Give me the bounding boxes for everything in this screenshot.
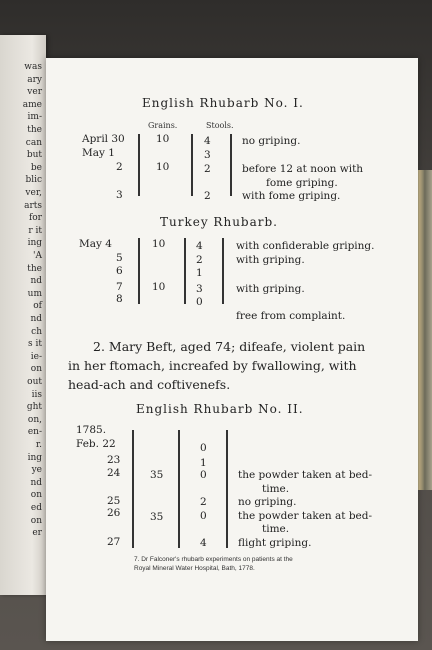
t1-date: 3 bbox=[116, 189, 123, 201]
t3-note: no griping. bbox=[238, 496, 297, 508]
left-margin-fragment: but bbox=[26, 150, 42, 161]
left-margin-fragment: on bbox=[30, 515, 42, 526]
t3-grains: 35 bbox=[150, 469, 164, 481]
left-margin-fragment: ch bbox=[31, 326, 42, 337]
t2-stools: 4 bbox=[196, 240, 203, 252]
t3-stools: 0 bbox=[200, 510, 207, 522]
left-margin-fragment: be bbox=[30, 162, 42, 173]
t2-note: with confiderable griping. bbox=[236, 240, 375, 252]
t3-grains: 35 bbox=[150, 511, 164, 523]
t3-date: Feb. 22 bbox=[76, 438, 116, 450]
left-margin-fragment: on bbox=[30, 490, 42, 501]
table3-divider-2 bbox=[178, 430, 180, 548]
t1-stools: 2 bbox=[204, 163, 211, 175]
t2-note: with griping. bbox=[236, 254, 305, 266]
t3-date: 25 bbox=[107, 495, 121, 507]
t3-stools: 0 bbox=[200, 469, 207, 481]
left-margin-fragment: r it bbox=[28, 225, 42, 236]
table1-divider-3 bbox=[230, 134, 232, 196]
t3-stools: 4 bbox=[200, 537, 207, 549]
t3-note: flight griping. bbox=[238, 537, 312, 549]
left-margin-fragment: ie- bbox=[30, 351, 42, 362]
left-margin-fragment: ver bbox=[27, 87, 42, 98]
book-page bbox=[46, 58, 418, 641]
t1-stools: 3 bbox=[204, 149, 211, 161]
left-margin-fragment: on, bbox=[27, 414, 42, 425]
left-margin-fragment: im- bbox=[27, 112, 42, 123]
t3-date: 27 bbox=[107, 536, 121, 548]
t2-date: 5 bbox=[116, 252, 123, 264]
t2-stools: 3 bbox=[196, 283, 203, 295]
table2-divider-2 bbox=[184, 238, 186, 304]
table3-divider-1 bbox=[132, 430, 134, 548]
left-margin-fragment: 'A bbox=[33, 251, 42, 261]
col-stools-header: Stools. bbox=[206, 121, 234, 130]
t2-grains: 10 bbox=[152, 238, 166, 250]
t2-stools: 0 bbox=[196, 296, 203, 308]
t1-note: no griping. bbox=[242, 135, 301, 147]
t2-date: 8 bbox=[116, 293, 123, 305]
left-margin-fragment: iis bbox=[31, 389, 42, 400]
t3-stools: 0 bbox=[200, 442, 207, 454]
left-margin-fragment: ver, bbox=[25, 188, 42, 198]
left-margin-fragment: ing bbox=[27, 238, 42, 249]
left-margin-fragment: ame bbox=[22, 99, 42, 110]
left-margin-fragment: ing bbox=[27, 452, 42, 463]
left-margin-fragment: ed bbox=[30, 503, 42, 513]
left-margin-fragment: can bbox=[25, 137, 42, 148]
left-margin-fragment: ary bbox=[27, 74, 42, 85]
t1-date: 2 bbox=[116, 161, 123, 173]
left-margin-fragment: was bbox=[24, 62, 42, 72]
t2-date: 6 bbox=[116, 265, 123, 277]
table2-title: Turkey Rhubarb. bbox=[160, 215, 278, 229]
t1-stools: 4 bbox=[204, 135, 211, 147]
t3-stools: 2 bbox=[200, 496, 207, 508]
t2-note: with griping. bbox=[236, 283, 305, 295]
case-line-2: in her ftomach, increafed by fwallowing, with bbox=[68, 358, 357, 373]
left-margin-fragment: en- bbox=[27, 427, 42, 438]
t3-note: the powder taken at bed- bbox=[238, 510, 373, 522]
t3-note: the powder taken at bed- bbox=[238, 469, 373, 481]
table1-title: English Rhubarb No. I. bbox=[142, 96, 304, 110]
footnote-line-1: 7. Dr Falconer's rhubarb experiments on patients at the bbox=[134, 556, 293, 563]
t1-date: April 30 bbox=[82, 133, 125, 145]
left-margin-fragment: nd bbox=[30, 314, 42, 324]
left-margin-fragment: s it bbox=[28, 339, 42, 350]
table2-divider-3 bbox=[222, 238, 224, 304]
t2-date: 7 bbox=[116, 281, 123, 293]
t1-note: with fome griping. bbox=[242, 190, 341, 202]
left-margin-fragment: on bbox=[30, 364, 42, 375]
t3-date: 24 bbox=[107, 467, 121, 479]
left-page bbox=[0, 35, 46, 595]
left-margin-fragment: nd bbox=[30, 477, 42, 488]
left-margin-fragment: arts bbox=[24, 200, 42, 211]
table1-divider-1 bbox=[138, 134, 140, 196]
t3-date: 23 bbox=[107, 454, 121, 466]
table2-divider-1 bbox=[138, 238, 140, 304]
left-margin-fragment: um bbox=[27, 288, 42, 299]
t2-note: free from complaint. bbox=[236, 310, 346, 322]
left-margin-fragment: ye bbox=[31, 465, 42, 476]
table3-title: English Rhubarb No. II. bbox=[136, 402, 304, 416]
table1-divider-2 bbox=[191, 134, 193, 196]
t3-note: time. bbox=[262, 523, 290, 535]
t1-grains: 10 bbox=[156, 161, 170, 173]
footnote-line-2: Royal Mineral Water Hospital, Bath, 1778. bbox=[134, 565, 255, 572]
t1-note: fome griping. bbox=[266, 177, 338, 189]
table3-divider-3 bbox=[226, 430, 228, 548]
t2-stools: 2 bbox=[196, 254, 203, 266]
t1-grains: 10 bbox=[156, 133, 170, 145]
left-margin-fragment: out bbox=[27, 377, 42, 387]
t2-date: May 4 bbox=[79, 238, 112, 250]
left-margin-fragment: for bbox=[28, 213, 42, 224]
left-margin-fragment: blic bbox=[25, 175, 42, 186]
col-grains-header: Grains. bbox=[148, 121, 178, 130]
t3-note: time. bbox=[262, 483, 290, 495]
t1-stools: 2 bbox=[204, 190, 211, 202]
t3-date: 26 bbox=[107, 507, 121, 519]
t3-stools: 1 bbox=[200, 457, 207, 469]
case-line-1: 2. Mary Beft, aged 74; difeafe, violent pain bbox=[93, 339, 366, 354]
left-margin-fragment: ght bbox=[26, 402, 42, 413]
left-margin-fragment: r. bbox=[35, 440, 42, 450]
left-margin-fragment: the bbox=[27, 263, 42, 274]
left-margin-fragment: er bbox=[32, 528, 42, 539]
case-line-3: head-ach and coftivenefs. bbox=[68, 377, 231, 392]
table3-year: 1785. bbox=[76, 424, 107, 436]
left-margin-fragment: of bbox=[33, 301, 42, 312]
left-margin-fragment: nd bbox=[30, 276, 42, 287]
t1-date: May 1 bbox=[82, 147, 115, 159]
left-margin-fragment: the bbox=[27, 125, 42, 135]
t2-stools: 1 bbox=[196, 267, 203, 279]
t2-grains: 10 bbox=[152, 281, 166, 293]
t1-note: before 12 at noon with bbox=[242, 163, 364, 175]
